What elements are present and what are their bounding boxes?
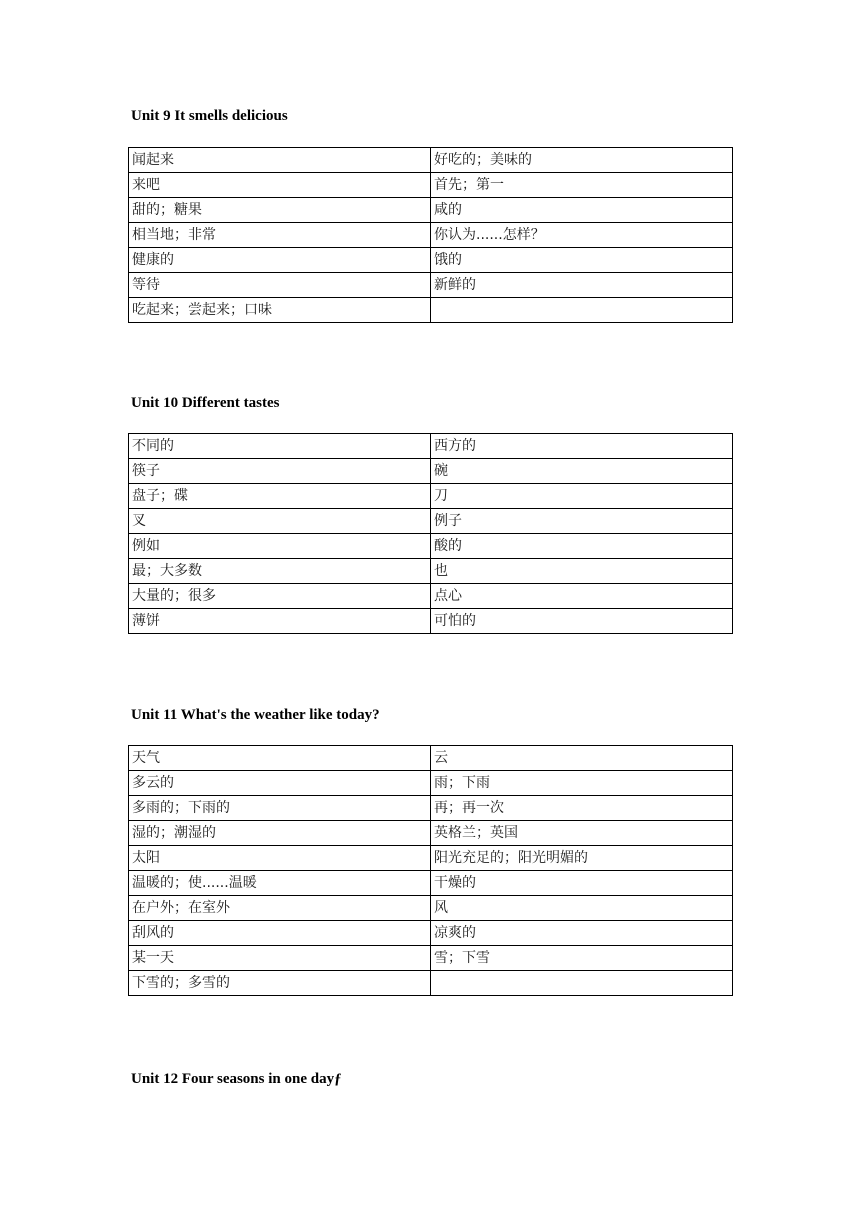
vocab-cell-left: 下雪的；多雪的: [129, 971, 431, 996]
vocab-row: [129, 509, 733, 534]
vocab-row: [129, 946, 733, 971]
vocab-cell-left: 闻起来: [129, 148, 431, 173]
vocab-cell-left: 湿的；潮湿的: [129, 821, 431, 846]
vocab-cell-left: 盘子；碟: [129, 484, 431, 509]
vocab-row: [129, 273, 733, 298]
vocab-cell-right: 咸的: [431, 198, 733, 223]
vocab-row: [129, 871, 733, 896]
vocab-row: [129, 559, 733, 584]
vocab-row: [129, 846, 733, 871]
vocab-cell-left: 刮风的: [129, 921, 431, 946]
vocab-cell-right: 凉爽的: [431, 921, 733, 946]
vocab-row: [129, 173, 733, 198]
vocab-row: [129, 459, 733, 484]
vocab-row: [129, 609, 733, 634]
vocab-cell-right: 也: [431, 559, 733, 584]
vocab-cell-right: 阳光充足的；阳光明媚的: [431, 846, 733, 871]
vocab-cell-right: 刀: [431, 484, 733, 509]
vocab-cell-left: 天气: [129, 746, 431, 771]
unit-11-title: Unit 11 What's the weather like today?: [131, 707, 380, 723]
vocab-cell-right: 西方的: [431, 434, 733, 459]
vocab-cell-left: 最；大多数: [129, 559, 431, 584]
vocab-cell-left: 甜的；糖果: [129, 198, 431, 223]
unit-10-vocab-table: [128, 433, 733, 634]
vocab-cell-left: 叉: [129, 509, 431, 534]
vocab-cell-right: 风: [431, 896, 733, 921]
vocab-cell-left: 大量的；很多: [129, 584, 431, 609]
vocab-cell-right: [431, 298, 733, 323]
vocab-cell-left: 来吧: [129, 173, 431, 198]
vocab-cell-right: 你认为......怎样？: [431, 223, 733, 248]
vocab-cell-right: 新鲜的: [431, 273, 733, 298]
vocab-cell-left: 筷子: [129, 459, 431, 484]
vocab-row: [129, 248, 733, 273]
vocab-cell-right: 酸的: [431, 534, 733, 559]
vocab-cell-right: 云: [431, 746, 733, 771]
vocab-row: [129, 198, 733, 223]
vocab-cell-left: 太阳: [129, 846, 431, 871]
unit-12-title: Unit 12 Four seasons in one dayƒ: [131, 1071, 342, 1087]
vocab-cell-right: 雪；下雪: [431, 946, 733, 971]
vocab-row: [129, 584, 733, 609]
vocab-cell-left: 多雨的；下雨的: [129, 796, 431, 821]
vocab-row: [129, 484, 733, 509]
vocab-cell-left: 相当地；非常: [129, 223, 431, 248]
vocab-row: [129, 534, 733, 559]
vocab-row: [129, 796, 733, 821]
vocab-row: [129, 921, 733, 946]
vocab-row: [129, 896, 733, 921]
vocab-cell-right: 好吃的；美味的: [431, 148, 733, 173]
vocab-cell-right: 再；再一次: [431, 796, 733, 821]
vocab-cell-left: 健康的: [129, 248, 431, 273]
vocab-cell-right: [431, 971, 733, 996]
vocab-row: [129, 746, 733, 771]
vocab-row: [129, 434, 733, 459]
unit-10-title: Unit 10 Different tastes: [131, 395, 280, 411]
vocab-cell-left: 不同的: [129, 434, 431, 459]
vocab-cell-left: 在户外；在室外: [129, 896, 431, 921]
vocab-cell-right: 点心: [431, 584, 733, 609]
unit-9-vocab-table: [128, 147, 733, 323]
vocab-row: [129, 223, 733, 248]
vocab-cell-left: 吃起来；尝起来；口味: [129, 298, 431, 323]
unit-11-vocab-table: [128, 745, 733, 996]
vocab-cell-left: 某一天: [129, 946, 431, 971]
vocab-cell-right: 雨；下雨: [431, 771, 733, 796]
vocab-cell-right: 饿的: [431, 248, 733, 273]
vocab-cell-right: 例子: [431, 509, 733, 534]
vocab-cell-right: 首先；第一: [431, 173, 733, 198]
vocab-row: [129, 298, 733, 323]
vocab-cell-left: 多云的: [129, 771, 431, 796]
vocab-cell-left: 薄饼: [129, 609, 431, 634]
vocab-cell-right: 碗: [431, 459, 733, 484]
vocab-cell-right: 干燥的: [431, 871, 733, 896]
unit-9-title: Unit 9 It smells delicious: [131, 108, 288, 124]
vocab-cell-right: 可怕的: [431, 609, 733, 634]
vocab-row: [129, 971, 733, 996]
vocab-cell-left: 例如: [129, 534, 431, 559]
vocab-cell-left: 温暖的；使......温暖: [129, 871, 431, 896]
vocab-cell-right: 英格兰；英国: [431, 821, 733, 846]
vocab-row: [129, 821, 733, 846]
vocab-row: [129, 148, 733, 173]
vocab-cell-left: 等待: [129, 273, 431, 298]
vocab-row: [129, 771, 733, 796]
